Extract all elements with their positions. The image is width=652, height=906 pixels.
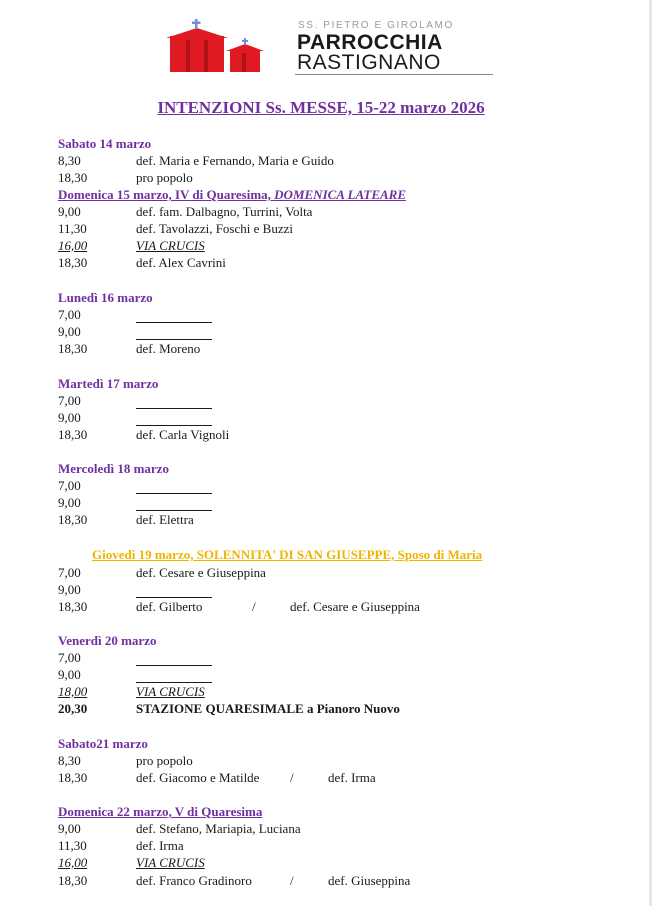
mass-time: 18,00 <box>58 684 88 699</box>
day-heading: Lunedì 16 marzo <box>58 290 153 305</box>
blank-intention-line <box>136 480 212 494</box>
parish-logo <box>164 18 494 76</box>
mass-time: 18,30 <box>58 341 88 356</box>
day-heading: Venerdì 20 marzo <box>58 633 157 648</box>
page-title: INTENZIONI Ss. MESSE, 15-22 marzo 2026 <box>157 98 485 117</box>
mass-intention: def. Maria e Fernando, Maria e Guido <box>136 153 334 168</box>
blank-intention-line <box>136 326 212 340</box>
mass-intention: def. Tavolazzi, Foschi e Buzzi <box>136 221 293 236</box>
mass-intention: def. Moreno <box>136 341 201 356</box>
intention-separator: / <box>252 599 256 614</box>
mass-time: 8,30 <box>58 153 81 168</box>
mass-entry <box>58 220 293 237</box>
blank-intention-line <box>136 669 212 683</box>
mass-entry <box>58 564 266 581</box>
blank-intention-line <box>136 412 212 426</box>
mass-entry <box>58 820 301 837</box>
mass-entry <box>58 254 226 271</box>
mass-intention: def. Cesare e Giuseppina <box>136 565 266 580</box>
mass-entry <box>58 872 410 889</box>
mass-intention: pro popolo <box>136 170 193 185</box>
mass-entry <box>58 426 229 443</box>
mass-time: 7,00 <box>58 650 81 665</box>
mass-time: 18,30 <box>58 427 88 442</box>
mass-entry <box>58 323 212 340</box>
mass-time: 9,00 <box>58 204 81 219</box>
mass-intention: def. Gilberto <box>136 599 203 614</box>
mass-time: 9,00 <box>58 667 81 682</box>
mass-entry <box>58 409 212 426</box>
day-heading: Sabato21 marzo <box>58 736 148 751</box>
mass-intention-2: def. Giuseppina <box>328 873 411 888</box>
day-heading-text: Domenica 15 marzo, IV di Quaresima, <box>58 187 275 202</box>
mass-time: 9,00 <box>58 410 81 425</box>
mass-time: 18,30 <box>58 873 88 888</box>
intention-separator: / <box>290 873 294 888</box>
mass-time: 9,00 <box>58 324 81 339</box>
mass-intention-2: def. Irma <box>328 770 376 785</box>
mass-intention: def. Franco Gradinoro <box>136 873 252 888</box>
mass-entry <box>58 237 205 254</box>
mass-time: 18,30 <box>58 255 88 270</box>
day-heading: Martedì 17 marzo <box>58 376 159 391</box>
mass-time: 11,30 <box>58 838 87 853</box>
mass-entry <box>58 152 334 169</box>
mass-time: 9,00 <box>58 821 81 836</box>
day-heading-emphasis: DOMENICA LATEARE <box>274 187 407 202</box>
day-heading: Mercoledì 18 marzo <box>58 461 169 476</box>
mass-entry <box>58 700 400 717</box>
mass-intention: def. Elettra <box>136 512 194 527</box>
logo-underline <box>295 74 493 75</box>
mass-intention: VIA CRUCIS <box>136 855 205 870</box>
mass-intention: def. fam. Dalbagno, Turrini, Volta <box>136 204 313 219</box>
mass-entry <box>58 511 194 528</box>
logo-subtitle: SS. PIETRO E GIROLAMO <box>298 20 454 31</box>
logo-name-line1: PARROCCHIA <box>297 31 443 54</box>
mass-time: 9,00 <box>58 495 81 510</box>
intention-separator: / <box>290 770 294 785</box>
logo-name-line2: RASTIGNANO <box>297 51 441 74</box>
day-heading <box>58 186 406 203</box>
mass-entry <box>58 581 212 598</box>
mass-entry <box>58 649 212 666</box>
blank-intention-line <box>136 309 212 323</box>
mass-time: 18,30 <box>58 770 88 785</box>
mass-entry <box>58 683 205 700</box>
day-heading: Domenica 22 marzo, V di Quaresima <box>58 804 263 819</box>
mass-time: 11,30 <box>58 221 87 236</box>
mass-entry <box>58 854 205 871</box>
mass-intention: VIA CRUCIS <box>136 684 205 699</box>
mass-entry <box>58 306 212 323</box>
mass-intention: STAZIONE QUARESIMALE a Pianoro Nuovo <box>136 701 400 716</box>
mass-time: 7,00 <box>58 393 81 408</box>
mass-intention: def. Irma <box>136 838 184 853</box>
blank-intention-line <box>136 584 212 598</box>
mass-time: 16,00 <box>58 855 88 870</box>
mass-entry <box>58 477 212 494</box>
blank-intention-line <box>136 652 212 666</box>
mass-entry <box>58 598 420 615</box>
mass-entry <box>58 392 212 409</box>
mass-intention: def. Alex Cavrini <box>136 255 226 270</box>
mass-entry <box>58 169 193 186</box>
mass-time: 7,00 <box>58 478 81 493</box>
mass-entry <box>58 494 212 511</box>
mass-time: 16,00 <box>58 238 88 253</box>
mass-time: 7,00 <box>58 565 81 580</box>
mass-time: 18,30 <box>58 599 88 614</box>
day-heading: Giovedì 19 marzo, SOLENNITA' DI SAN GIUSEPPE, Sposo di Maria <box>92 547 483 562</box>
blank-intention-line <box>136 497 212 511</box>
mass-intention: def. Carla Vignoli <box>136 427 230 442</box>
day-heading: Sabato 14 marzo <box>58 136 152 151</box>
mass-time: 7,00 <box>58 307 81 322</box>
mass-entry <box>58 203 312 220</box>
mass-entry <box>58 769 376 786</box>
mass-entry <box>58 752 193 769</box>
mass-intention: def. Stefano, Mariapia, Luciana <box>136 821 301 836</box>
mass-time: 9,00 <box>58 582 81 597</box>
mass-time: 20,30 <box>58 701 88 716</box>
mass-time: 18,30 <box>58 170 88 185</box>
church-icon <box>164 18 274 76</box>
mass-entry <box>58 666 212 683</box>
mass-intention-2: def. Cesare e Giuseppina <box>290 599 420 614</box>
mass-time: 18,30 <box>58 512 88 527</box>
mass-intention: pro popolo <box>136 753 193 768</box>
mass-entry <box>58 340 200 357</box>
mass-time: 8,30 <box>58 753 81 768</box>
mass-entry <box>58 837 184 854</box>
mass-intention: VIA CRUCIS <box>136 238 205 253</box>
mass-intention: def. Giacomo e Matilde <box>136 770 260 785</box>
blank-intention-line <box>136 395 212 409</box>
